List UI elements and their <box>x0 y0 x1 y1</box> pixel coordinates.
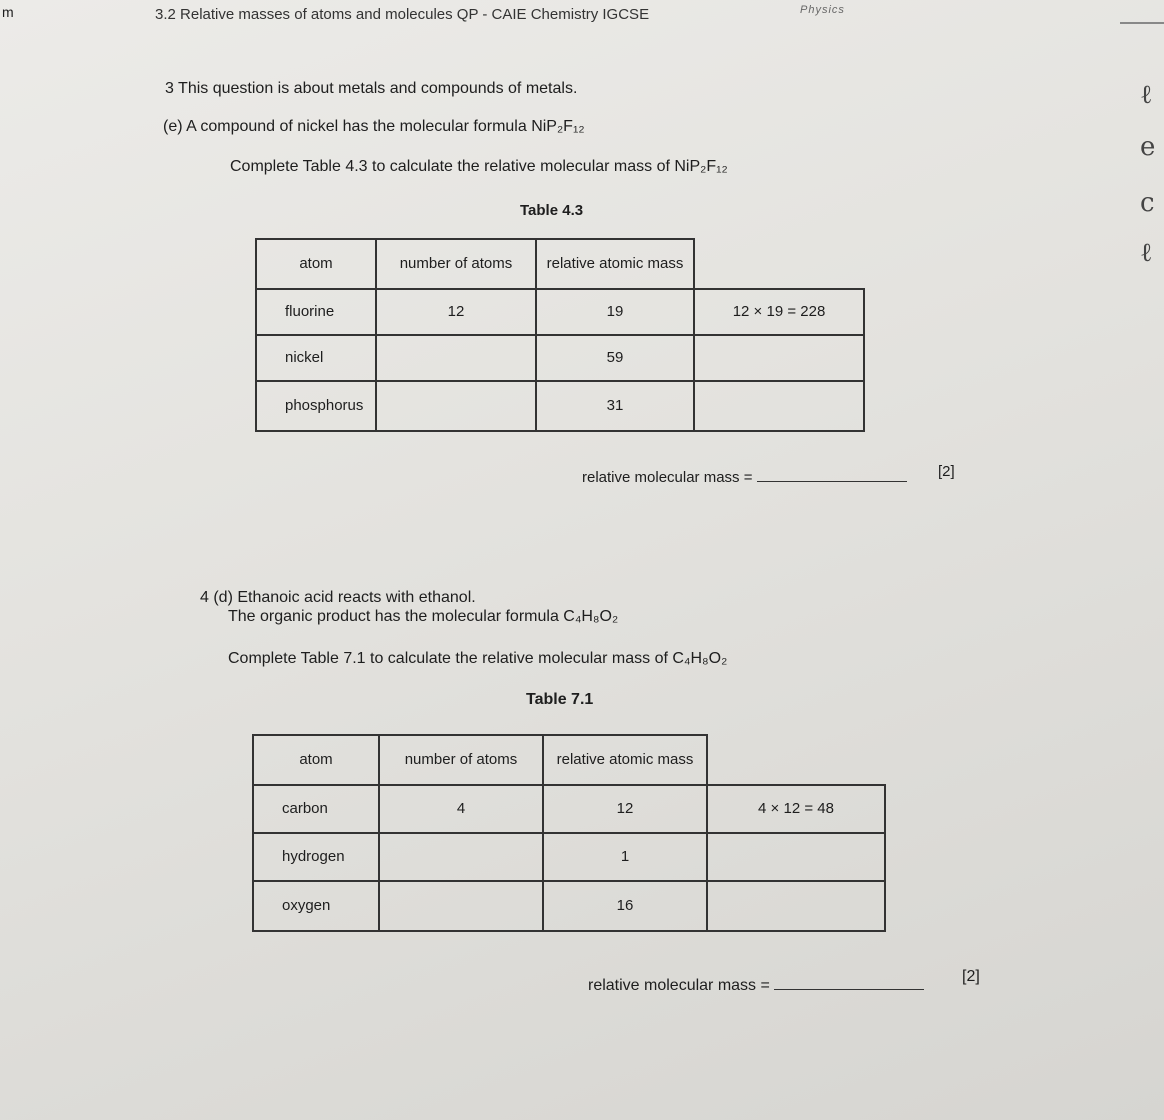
question-4d-instruction: Complete Table 7.1 to calculate the relative molecular mass of C₄H₈O₂ <box>228 650 728 667</box>
mass-cell: 31 <box>536 381 694 431</box>
count-cell[interactable] <box>376 335 536 381</box>
atom-cell: hydrogen <box>253 833 379 881</box>
column-header-count: number of atoms <box>379 735 543 785</box>
empty-corner <box>694 239 864 289</box>
table-row <box>256 289 864 335</box>
table-4-3 <box>255 238 865 432</box>
question-4d-product: The organic product has the molecular formula C₄H₈O₂ <box>228 608 619 625</box>
atom-cell: carbon <box>253 785 379 833</box>
column-header-atom: atom <box>253 735 379 785</box>
question-4d-statement: 4 (d) Ethanoic acid reacts with ethanol. <box>200 589 476 606</box>
mass-cell: 59 <box>536 335 694 381</box>
table-row <box>256 335 864 381</box>
margin-mark: ℓ <box>1140 238 1153 268</box>
table-4-3-caption: Table 4.3 <box>520 202 584 219</box>
question-3e-statement: (e) A compound of nickel has the molecular formula NiP₂F₁₂ <box>163 118 585 135</box>
table-row <box>253 785 885 833</box>
table-header-row <box>253 735 885 785</box>
empty-corner <box>707 735 885 785</box>
calc-cell[interactable] <box>707 833 885 881</box>
column-header-mass: relative atomic mass <box>536 239 694 289</box>
mass-cell: 16 <box>543 881 707 931</box>
mass-cell: 1 <box>543 833 707 881</box>
count-cell[interactable]: 12 <box>376 289 536 335</box>
mass-cell: 12 <box>543 785 707 833</box>
answer-label: relative molecular mass = <box>582 469 753 486</box>
table-row <box>253 881 885 931</box>
atom-cell: oxygen <box>253 881 379 931</box>
table-row <box>253 833 885 881</box>
handwritten-scribble: Physics <box>800 4 845 16</box>
count-cell[interactable] <box>379 881 543 931</box>
atom-cell: fluorine <box>256 289 376 335</box>
page-header: 3.2 Relative masses of atoms and molecules QP - CAIE Chemistry IGCSE <box>155 6 650 23</box>
question-4d-answer <box>588 975 924 995</box>
answer-label: relative molecular mass = <box>588 977 770 994</box>
calc-cell[interactable]: 12 × 19 = 228 <box>694 289 864 335</box>
count-cell[interactable] <box>376 381 536 431</box>
edge-rule <box>1120 22 1164 24</box>
atom-cell: phosphorus <box>256 381 376 431</box>
table-7-1 <box>252 734 886 932</box>
question-3e-answer <box>582 467 907 486</box>
calc-cell[interactable] <box>694 335 864 381</box>
calc-cell[interactable] <box>694 381 864 431</box>
marks-badge: [2] <box>962 968 980 985</box>
count-cell[interactable] <box>379 833 543 881</box>
count-cell[interactable]: 4 <box>379 785 543 833</box>
marks-badge: [2] <box>938 463 955 480</box>
column-header-mass: relative atomic mass <box>543 735 707 785</box>
column-header-atom: atom <box>256 239 376 289</box>
calc-cell[interactable] <box>707 881 885 931</box>
margin-mark: ℓ <box>1140 80 1153 110</box>
answer-blank[interactable] <box>774 975 924 990</box>
question-3e-instruction: Complete Table 4.3 to calculate the relative molecular mass of NiP₂F₁₂ <box>230 158 728 175</box>
question-3-intro: 3 This question is about metals and compounds of metals. <box>165 80 578 97</box>
margin-mark: c <box>1140 188 1155 218</box>
atom-cell: nickel <box>256 335 376 381</box>
table-header-row <box>256 239 864 289</box>
column-header-count: number of atoms <box>376 239 536 289</box>
corner-mark: m <box>2 4 14 20</box>
answer-blank[interactable] <box>757 467 907 482</box>
calc-cell[interactable]: 4 × 12 = 48 <box>707 785 885 833</box>
table-row <box>256 381 864 431</box>
margin-mark: e <box>1140 132 1156 162</box>
table-7-1-caption: Table 7.1 <box>526 691 594 708</box>
mass-cell: 19 <box>536 289 694 335</box>
